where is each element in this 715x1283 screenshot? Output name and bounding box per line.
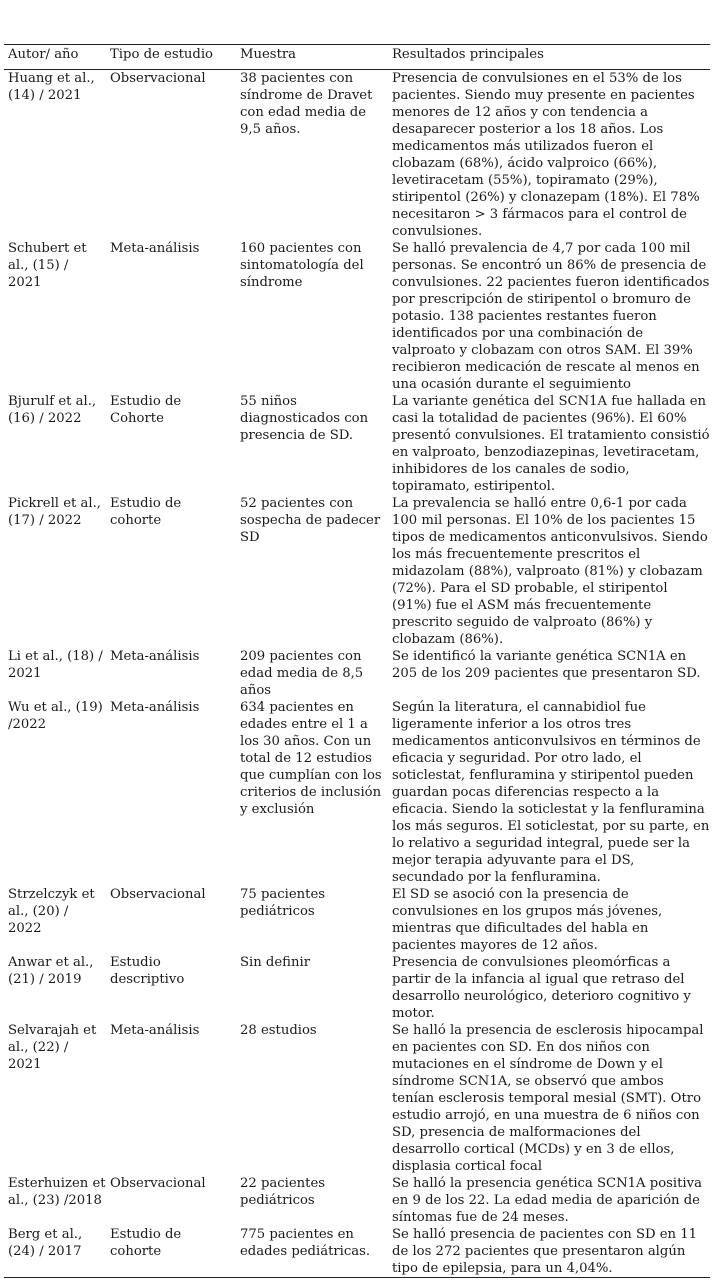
table-row: [4, 648, 710, 699]
cell-results: Según la literatura, el cannabidiol fue ligeramente inferior a los otros tres medicamentos anticonvulsivos en términos de eficacia y seguridad. Por otro lado, el soticlestat, fenfluramina y stiripentol pueden guardan pocas diferencias respecto a la eficacia. Siendo la soticlestat y la fenfluramina los más seguros. El soticlestat, por su parte, en lo relativo a seguridad integral, puede ser la mejor terapia adyuvante para el DS, secundado por la fenfluramina.: [392, 700, 710, 885]
cell-sample: 28 estudios: [240, 1023, 317, 1038]
cell-author: Esterhuizen et al., (23) /2018: [8, 1176, 106, 1208]
header-sample: Muestra: [236, 45, 388, 70]
cell-study-type: Meta-análisis: [110, 1023, 200, 1038]
cell-study-type: Observacional: [110, 1176, 206, 1191]
cell-sample: 160 pacientes con sintomatología del síndrome: [240, 241, 364, 290]
cell-study-type: Estudio de cohorte: [106, 1226, 236, 1278]
cell-sample: 22 pacientes pediátricos: [240, 1176, 326, 1208]
cell-results: Se halló presencia de pacientes con SD en 11 de los 272 pacientes que presentaron algún tipo de epilepsia, para un 4,04%.: [388, 1226, 710, 1278]
table-header: [4, 45, 710, 70]
cell-sample: 38 pacientes con síndrome de Dravet con edad media de 9,5 años.: [240, 71, 373, 137]
cell-sample: 209 pacientes con edad media de 8,5 años: [240, 649, 364, 698]
cell-sample: 75 pacientes pediátricos: [240, 887, 326, 919]
cell-author: Bjurulf et al., (16) / 2022: [8, 394, 97, 426]
header-study-type: Tipo de estudio: [106, 45, 236, 70]
cell-sample: 52 pacientes con sospecha de padecer SD: [240, 496, 381, 545]
cell-results: Se halló la presencia genética SCN1A positiva en 9 de los 22. La edad media de aparición de síntomas fue de 24 meses.: [392, 1176, 702, 1225]
table-row: [4, 954, 710, 1022]
table-row: [4, 1226, 710, 1278]
cell-author: Pickrell et al., (17) / 2022: [8, 496, 101, 528]
table-body: [4, 70, 710, 1278]
cell-results: La variante genética del SCN1A fue hallada en casi la totalidad de pacientes (96%). El 60% presentó convulsiones. El tratamiento consistió en valproato, benzodiazepinas, levetiracetam, inhibidores de los canales de sodio, topiramato, estiripentol.: [392, 394, 710, 494]
cell-author: Li et al., (18) / 2021: [8, 649, 103, 681]
cell-results: Se halló prevalencia de 4,7 por cada 100 mil personas. Se encontró un 86% de presencia de convulsiones. 22 pacientes fueron identificados por prescripción de stiripentol o bromuro de potasio. 138 pacientes restantes fueron identificados por una combinación de valproato y clobazam con otros SAM. El 39% recibieron medicación de rescate al menos en una ocasión durante el seguimiento: [392, 241, 710, 392]
table-row: [4, 495, 710, 648]
cell-study-type: Estudio de cohorte: [110, 496, 182, 528]
cell-author: Berg et al., (24) / 2017: [4, 1226, 106, 1278]
table-row: [4, 70, 710, 241]
cell-author: Huang et al., (14) / 2021: [8, 71, 95, 103]
table-row: [4, 1175, 710, 1226]
table-row: [4, 699, 710, 886]
cell-author: Anwar et al., (21) / 2019: [8, 955, 94, 987]
cell-sample: 55 niños diagnosticados con presencia de SD.: [240, 394, 369, 443]
table-row: [4, 240, 710, 393]
cell-study-type: Meta-análisis: [110, 241, 200, 256]
cell-study-type: Observacional: [110, 71, 206, 86]
header-author: Autor/ año: [4, 45, 106, 70]
cell-author: Schubert et al., (15) / 2021: [8, 241, 87, 290]
table-row: [4, 1022, 710, 1175]
cell-results: Se halló la presencia de esclerosis hipocampal en pacientes con SD. En dos niños con mutaciones en el síndrome de Down y el síndrome SCN1A, se observó que ambos tenían esclerosis temporal mesial (SMT). Otro estudio arrojó, en una muestra de 6 niños con SD, presencia de malformaciones del desarrollo cortical (MCDs) y en 3 de ellos, displasia cortical focal: [392, 1023, 704, 1174]
cell-results: Se identificó la variante genética SCN1A en 205 de los 209 pacientes que presentaron SD.: [392, 649, 701, 681]
header-results: Resultados principales: [388, 45, 710, 70]
header-row: [4, 45, 710, 70]
cell-study-type: Meta-análisis: [110, 649, 200, 664]
cell-results: La prevalencia se halló entre 0,6-1 por cada 100 mil personas. El 10% de los pacientes 15 tipos de medicamentos anticonvulsivos. Siendo los más frecuentemente prescritos el midazolam (88%), valproato (81%) y clobazam (72%). Para el SD probable, el stiripentol (91%) fue el ASM más frecuentemente prescrito seguido de valproato (86%) y clobazam (86%).: [392, 496, 708, 647]
cell-results: Presencia de convulsiones pleomórficas a partir de la infancia al igual que retraso del desarrollo neurológico, deterioro cognitivo y motor.: [392, 955, 691, 1021]
cell-study-type: Estudio de Cohorte: [110, 394, 182, 426]
cell-study-type: Meta-análisis: [110, 700, 200, 715]
cell-author: Selvarajah et al., (22) / 2021: [8, 1023, 97, 1072]
cell-sample: 775 pacientes en edades pediátricas.: [236, 1226, 388, 1278]
cell-study-type: Estudio descriptivo: [110, 955, 185, 987]
cell-results: El SD se asoció con la presencia de convulsiones en los grupos más jóvenes, mientras que dificultades del habla en pacientes mayores de 12 años.: [392, 887, 663, 953]
cell-sample: 634 pacientes en edades entre el 1 a los 30 años. Con un total de 12 estudios que cumplían con los criterios de inclusión y exclusión: [240, 700, 382, 817]
cell-author: Strzelczyk et al., (20) / 2022: [8, 887, 95, 936]
table-row: [4, 886, 710, 954]
cell-study-type: Observacional: [110, 887, 206, 902]
cell-sample: Sin definir: [240, 955, 310, 970]
cell-author: Wu et al., (19) /2022: [8, 700, 103, 732]
table-row: [4, 393, 710, 495]
cell-results: Presencia de convulsiones en el 53% de los pacientes. Siendo muy presente en pacientes menores de 12 años y con tendencia a desaparecer posterior a los 18 años. Los medicamentos más utilizados fueron el clobazam (68%), ácido valproico (66%), levetiracetam (55%), topiramato (29%), stiripentol (26%) y clonazepam (18%). El 78% necesitaron > 3 fármacos para el control de convulsiones.: [392, 71, 700, 239]
literature-review-table: [4, 44, 710, 1278]
